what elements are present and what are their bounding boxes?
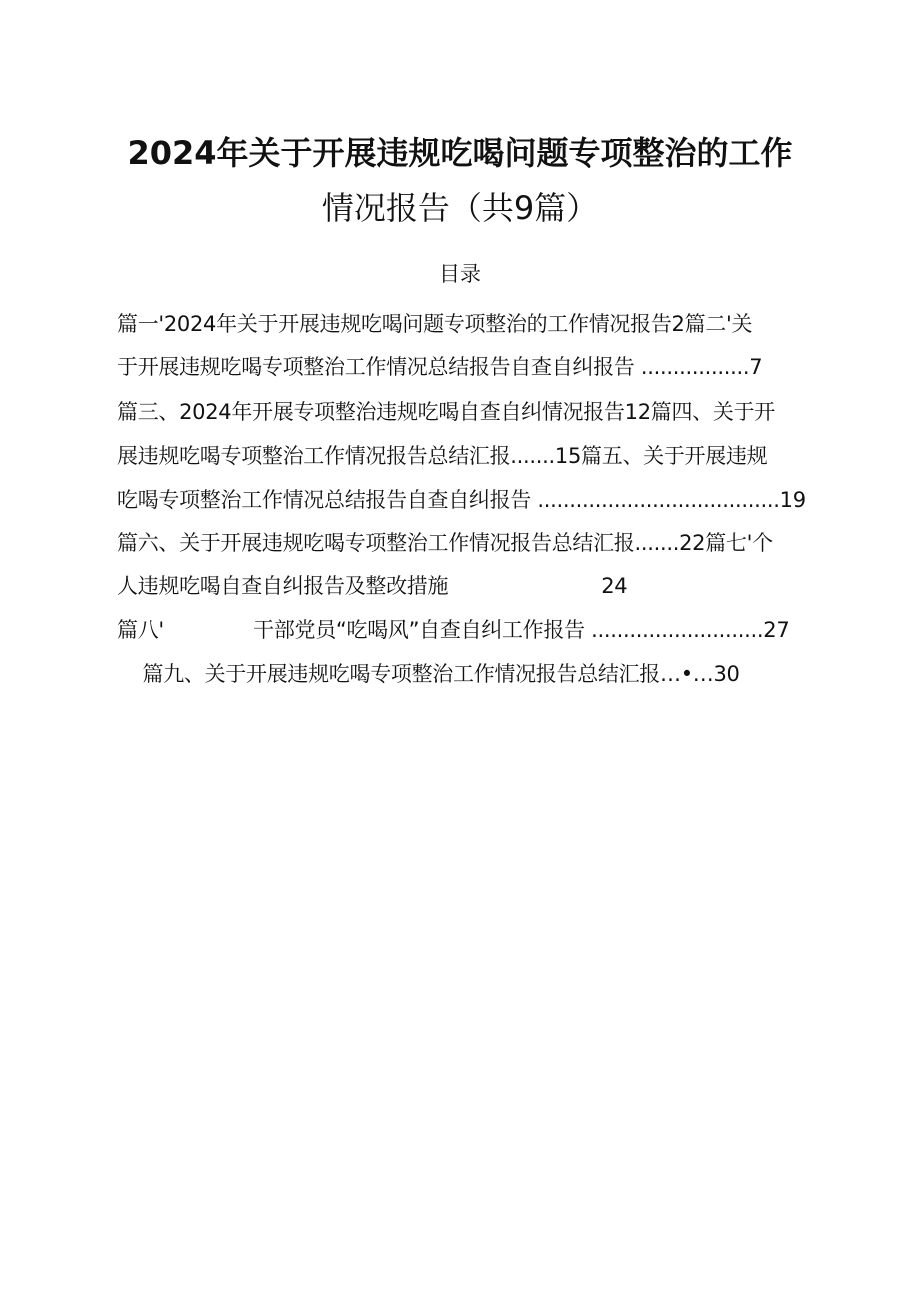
toc-line-8[interactable]: 篇八' 干部党员“吃喝风”自查自纠工作报告 ...........................27: [117, 618, 790, 642]
toc-line-7[interactable]: 人违规吃喝自查自纠报告及整改措施 24: [117, 574, 628, 598]
toc-line-2[interactable]: 于开展违规吃喝专项整治工作情况总结报告自查自纠报告 .................7: [117, 355, 763, 379]
toc-line-3[interactable]: 篇三、2024年开展专项整治违规吃喝自查自纠情况报告12篇四、关于开: [117, 400, 775, 424]
toc-line-4[interactable]: 展违规吃喝专项整治工作情况报告总结汇报.......15篇五、关于开展违规: [117, 444, 768, 468]
document-title-line-1: 2024年关于开展违规吃喝问题专项整治的工作: [127, 134, 793, 172]
toc-line-1[interactable]: 篇一'2024年关于开展违规吃喝问题专项整治的工作情况报告2篇二'关: [117, 312, 753, 336]
toc-line-5[interactable]: 吃喝专项整治工作情况总结报告自查自纠报告 ......................................19: [117, 488, 806, 512]
toc-heading: 目录: [439, 262, 481, 286]
toc-line-9[interactable]: 篇九、关于开展违规吃喝专项整治工作情况报告总结汇报…•…30: [117, 662, 740, 686]
toc-line-6[interactable]: 篇六、关于开展违规吃喝专项整治工作情况报告总结汇报.......22篇七'个: [117, 531, 773, 555]
document-title-line-2: 情况报告（共9篇）: [321, 189, 599, 227]
